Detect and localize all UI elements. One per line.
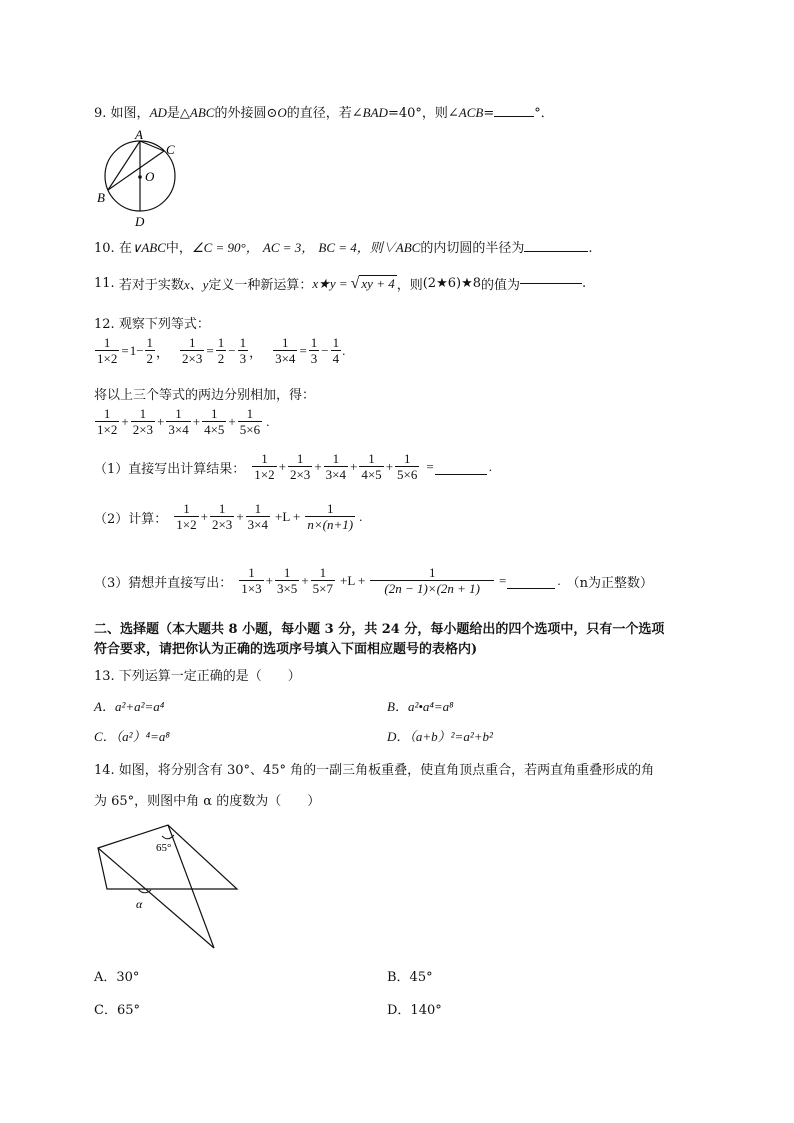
frac: $\frac{1}{1\times 2}$ — [97, 335, 118, 366]
label-b: B — [97, 190, 105, 205]
frac: $\frac{1}{1\times 2}$ — [176, 501, 197, 532]
q12-part1-row: （1）直接写出计算结果： $\frac{1}{1\times 2}$ + $\frac{1}{2\times 3}$ + $\frac{1}{3\times 4}$ + $\frac{1}{4\times 5}$ + $\frac{1}{5\times 6}$ = . — [94, 451, 492, 482]
frac: $\frac{1}{2\times 3}$ — [289, 451, 311, 482]
sqrt-sign: √ — [350, 274, 360, 292]
q10-answer-blank[interactable] — [524, 251, 588, 252]
frac: $\frac{1}{n\times(n+1)}$ — [307, 501, 354, 532]
frac: $\frac{1}{3\times 5}$ — [276, 565, 298, 596]
frac: $\frac{1}{1\times 2}$ — [254, 451, 275, 482]
q12-intro: 12. 观察下列等式： — [94, 317, 210, 332]
q14-triangles-figure — [94, 822, 244, 952]
q9-number: 9. — [94, 106, 107, 121]
q12-equations-row: $\frac{1}{1\times 2}$ = 1− $\frac{1}{2}$ ， $\frac{1}{2\times 3}$ = $\frac{1}{2}$ − $\frac{1}{3}$ ， $\frac{1}{3\times 4}$ = $\frac{1}{3}$ − $\frac{1}{4}$ . — [97, 335, 346, 366]
frac: $\frac{1}{5\times 6}$ — [397, 451, 418, 482]
label-o: O — [145, 169, 155, 184]
q14-stem-line1: 14. 如图，将分别含有 30°、45° 角的一副三角板重叠，使直角顶点重合，若两直角重叠形成的角 — [94, 763, 655, 778]
q9-answer-blank[interactable] — [494, 116, 534, 117]
triangle-45 — [98, 825, 237, 889]
q12-part2-row: （2）计算： $\frac{1}{1\times 2}$ + $\frac{1}{2\times 3}$ + $\frac{1}{3\times 4}$ +L + $\frac{1}{n\times(n+1)}$ . — [94, 501, 363, 532]
frac: $\frac{1}{3\times 4}$ — [168, 406, 189, 437]
q14-option-c[interactable]: C．65° — [94, 1003, 140, 1018]
chord-bc — [108, 151, 164, 190]
q14-option-a[interactable]: A．30° — [94, 970, 140, 985]
label-a: A — [135, 128, 143, 142]
frac: $\frac{1}{3}$ — [310, 335, 318, 366]
triangle-30-side2 — [168, 825, 214, 948]
q11-line: 11. 若对于实数 x、y 定义一种新运算： x★y = √ xy + 4 ，则 (2★6)★8 的值为 . — [94, 274, 587, 293]
q9-line: 9. 如图，AD是△ABC的外接圆⊙O的直径，若∠BAD=40°，则∠ACB= °． — [94, 105, 554, 121]
frac: $\frac{1}{4\times 5}$ — [204, 406, 225, 437]
frac: $\frac{1}{3\times 4}$ — [247, 501, 268, 532]
q14-option-d[interactable]: D．140° — [387, 1003, 442, 1018]
angle-label-alpha: α — [136, 897, 143, 911]
q13-option-a[interactable]: A．a²+a²=a⁴ — [94, 699, 165, 714]
q13-option-b[interactable]: B．a²•a⁴=a⁸ — [387, 699, 454, 714]
frac: $\frac{1}{2}$ — [146, 335, 154, 366]
frac: $\frac{1}{1\times 2}$ — [97, 406, 118, 437]
triangle-30-side — [98, 848, 214, 948]
frac: $\frac{1}{2\times 3}$ — [132, 406, 154, 437]
frac: $\frac{1}{3\times 4}$ — [275, 335, 296, 366]
q12-part3-answer-blank[interactable] — [507, 574, 555, 589]
frac: $\frac{1}{2\times 3}$ — [211, 501, 233, 532]
q14-option-b[interactable]: B．45° — [387, 970, 433, 985]
frac: $\frac{1}{1\times 3}$ — [241, 565, 262, 596]
frac: $\frac{1}{5\times 6}$ — [239, 406, 261, 437]
q10-line: 10. 在∨ABC中，∠C = 90°， AC = 3， BC = 4，则∨ABC的内切圆的半径为 . — [94, 240, 593, 256]
label-c: C — [166, 142, 175, 157]
sqrt-radicand: xy + 4 — [361, 276, 395, 291]
q12-add-line: 将以上三个等式的两边分别相加，得： — [94, 388, 316, 403]
section2-heading: 二、选择题（本大题共 8 小题，每小题 3 分，共 24 分，每小题给出的四个选项中，只有一个选项 — [94, 622, 665, 637]
angle-label-65: 65° — [156, 842, 172, 854]
q12-sum-row: $\frac{1}{1\times 2}$ + $\frac{1}{2\times 3}$ + $\frac{1}{3\times 4}$ + $\frac{1}{4\times 5}$ + $\frac{1}{5\times 6}$ . — [97, 406, 270, 437]
frac: $\frac{1}{2\times 3}$ — [182, 335, 203, 366]
label-d: D — [135, 214, 145, 229]
q13-stem: 13. 下列运算一定正确的是（ ） — [94, 669, 301, 684]
q13-option-c[interactable]: C．（a²）⁴=a⁸ — [94, 729, 170, 744]
q12-part1-answer-blank[interactable] — [435, 460, 487, 475]
frac: $\frac{1}{3\times 4}$ — [325, 451, 346, 482]
frac: $\frac{1}{5\times 7}$ — [312, 565, 333, 596]
center-point — [138, 175, 142, 179]
section2-heading-cont: 符合要求，请把你认为正确的选项序号填入下面相应题号的表格内) — [94, 642, 478, 657]
q14-stem-line2: 为 65°，则图中角 α 的度数为（ ） — [94, 794, 321, 809]
frac: $\frac{1}{4}$ — [332, 335, 340, 366]
q9-circle-figure — [94, 128, 184, 230]
q12-part3-row: （3）猜想并直接写出： $\frac{1}{1\times 3}$ + $\frac{1}{3\times 5}$ + $\frac{1}{5\times 7}$ +L + $\frac{1}{(2n - 1)\times(2n + 1)}$ = . （n为正整数） — [94, 565, 653, 596]
q13-option-d[interactable]: D．（a+b）²=a²+b² — [387, 729, 493, 744]
chord-ab — [108, 141, 140, 190]
frac: $\frac{1}{4\times 5}$ — [361, 451, 382, 482]
frac: $\frac{1}{(2n - 1)\times(2n + 1)}$ — [370, 566, 494, 596]
frac: $\frac{1}{3}$ — [239, 335, 247, 366]
frac: $\frac{1}{2}$ — [217, 335, 225, 366]
q11-answer-blank[interactable] — [520, 283, 582, 284]
